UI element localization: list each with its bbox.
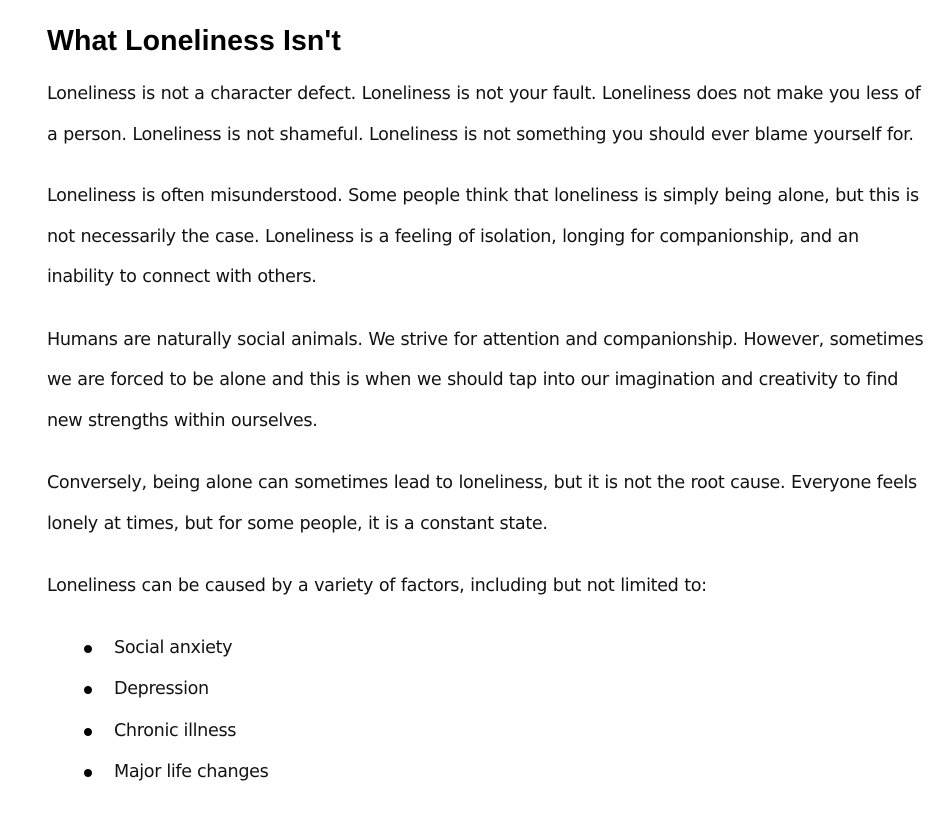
list-item	[47, 628, 927, 670]
paragraph-causes-intro: Loneliness can be caused by a variety of factors, including but not limited to:	[47, 576, 707, 596]
document-page	[47, 0, 927, 794]
list-item-label: Social anxiety	[114, 637, 233, 658]
bullet-icon	[84, 686, 92, 694]
bullet-icon	[84, 769, 92, 777]
causes-list	[47, 628, 927, 794]
list-item	[47, 669, 927, 711]
list-item	[47, 752, 927, 794]
bullet-icon	[84, 645, 92, 653]
list-item-label: Major life changes	[114, 762, 269, 782]
list-item-label: Chronic illness	[114, 720, 237, 741]
paragraph-social-animals: Humans are naturally social animals. We strive for attention and companionship. However, sometimes we are forced to be alone and this is when we should tap into our imagination and creativity to find new strengths within ourselves.	[47, 329, 924, 431]
paragraph-being-alone: Conversely, being alone can sometimes lead to loneliness, but it is not the root cause. Everyone feels lonely at times, but for some people, it is a constant state.	[47, 473, 917, 534]
paragraph-not-a-defect: Loneliness is not a character defect. Loneliness is not your fault. Loneliness does not make you less of a person. Loneliness is not shameful. Loneliness is not something you should ever blame yourself for.	[47, 84, 921, 145]
bullet-icon	[84, 728, 92, 736]
list-item-label: Depression	[114, 679, 209, 699]
paragraph-misunderstood: Loneliness is often misunderstood. Some people think that loneliness is simply being alone, but this is not necessarily the case. Loneliness is a feeling of isolation, longing for companionship, and an inability to connect with others.	[47, 186, 919, 287]
list-item	[47, 711, 927, 753]
document-title: What Loneliness Isn't	[47, 25, 341, 57]
